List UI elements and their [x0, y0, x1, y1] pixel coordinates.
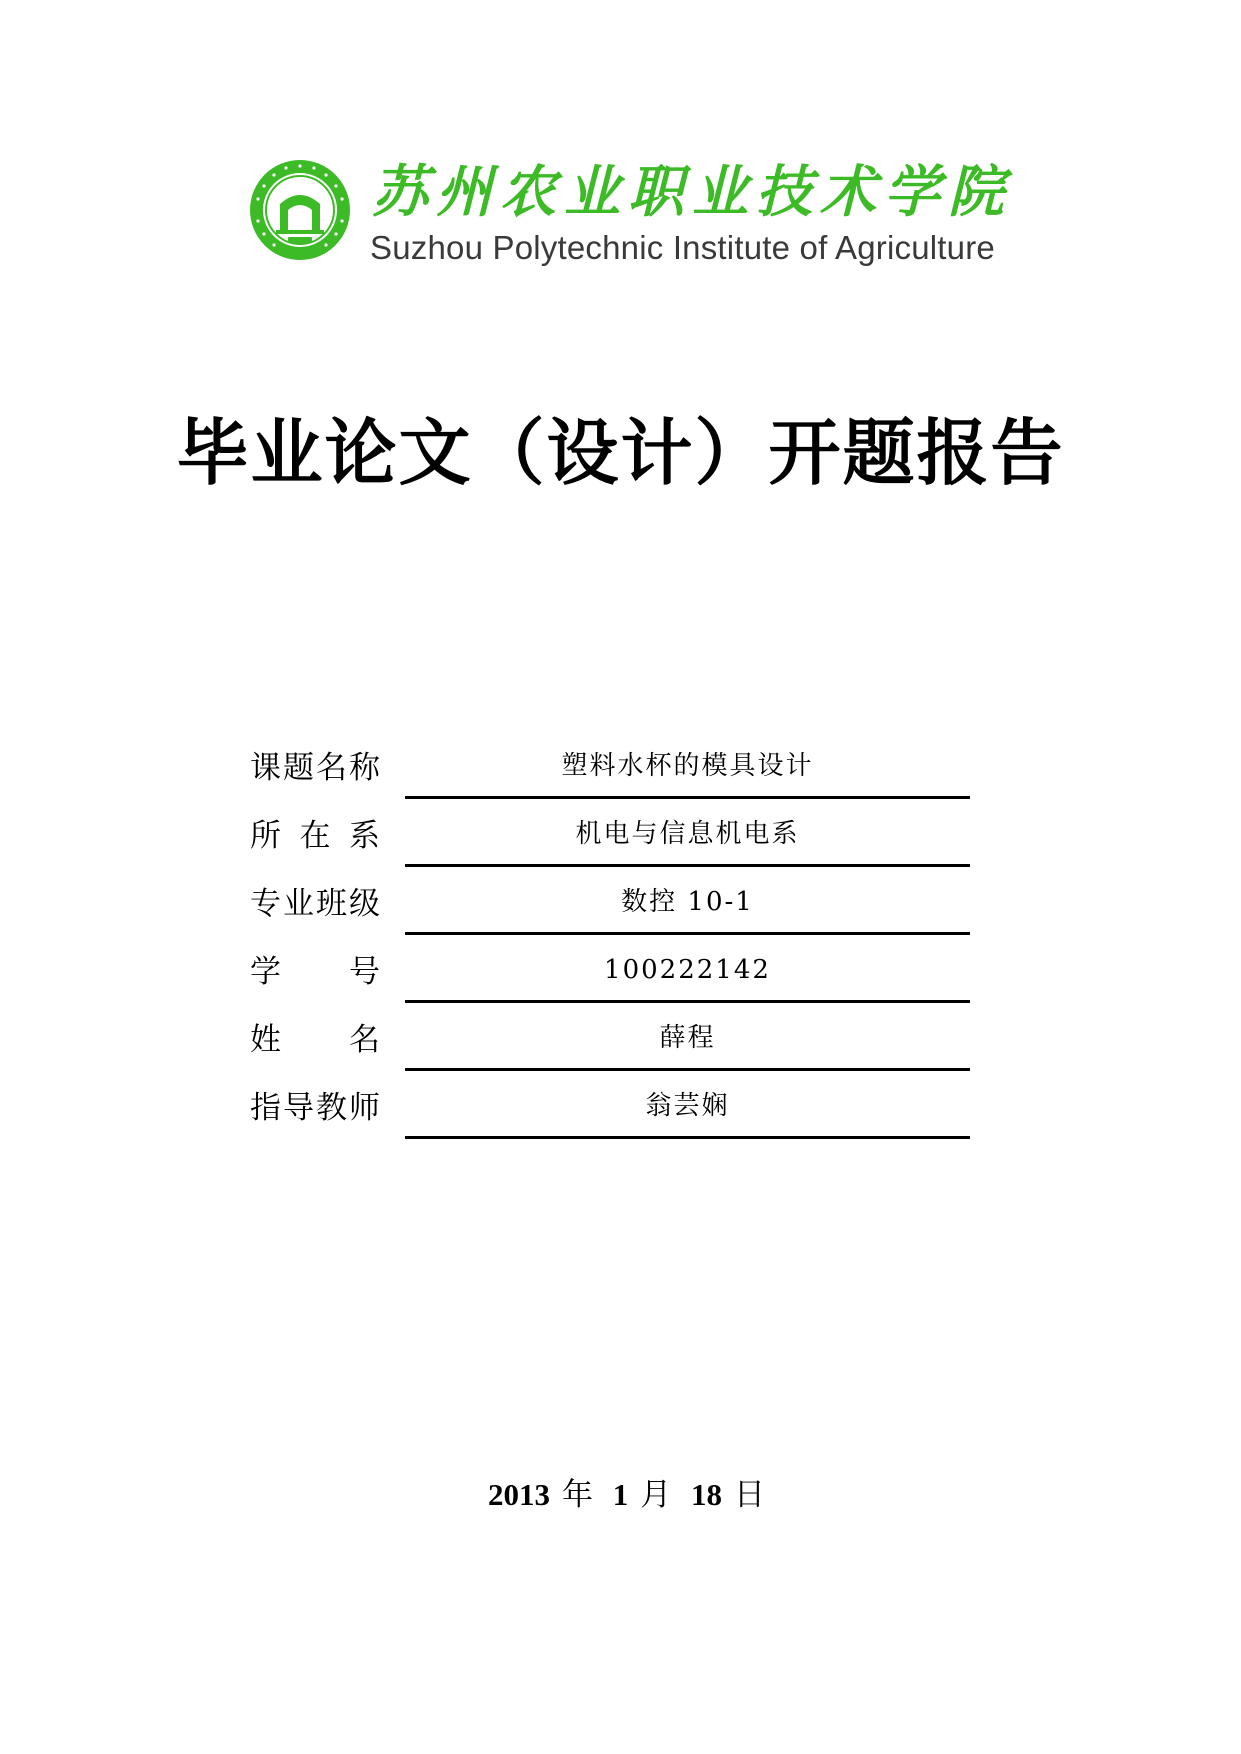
date-year-unit: 年 [562, 1477, 593, 1513]
class-label: 专业班级 [250, 886, 380, 922]
form-row-class [250, 874, 970, 942]
school-logo [248, 158, 1012, 278]
date-day-unit: 日 [734, 1477, 765, 1513]
school-emblem-icon [248, 158, 352, 262]
page-title: 毕业论文（设计）开题报告 [176, 411, 1065, 495]
department-value: 机电与信息机电系 [405, 808, 970, 867]
date-month: 1 [612, 1477, 629, 1512]
student-id-label: 学号 [250, 954, 380, 990]
report-date [0, 1475, 1241, 1515]
school-name-en: Suzhou Polytechnic Institute of Agriculture [370, 229, 995, 266]
form-row-name [250, 1010, 970, 1078]
date-month-unit: 月 [640, 1477, 672, 1513]
class-value: 数控 10-1 [405, 876, 970, 935]
name-label: 姓名 [250, 1022, 380, 1058]
school-name-cn: 苏州农业职业技术学院 [372, 159, 1012, 225]
topic-value: 塑料水杯的模具设计 [405, 740, 970, 799]
form-row-advisor [250, 1078, 970, 1146]
topic-label: 课题名称 [250, 750, 380, 786]
form-row-topic [250, 738, 970, 806]
student-id-value: 100222142 [405, 944, 970, 1003]
name-value: 薛程 [405, 1012, 970, 1071]
advisor-value: 翁芸娴 [405, 1080, 970, 1139]
advisor-label: 指导教师 [250, 1090, 380, 1126]
form-row-student-id [250, 942, 970, 1010]
info-form [250, 738, 970, 1146]
date-day: 18 [691, 1477, 722, 1512]
department-label: 所在系 [250, 818, 380, 854]
form-row-department [250, 806, 970, 874]
date-year: 2013 [488, 1477, 550, 1512]
